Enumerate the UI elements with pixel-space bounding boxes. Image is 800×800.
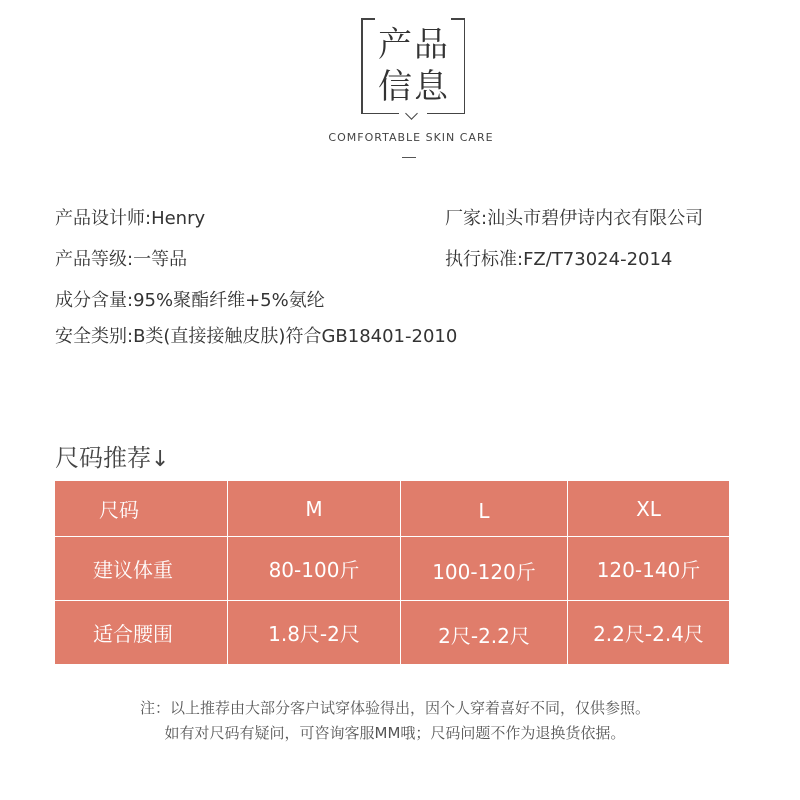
table-cell: 120-140斤 [568, 537, 730, 601]
note-line-1: 注：以上推荐由大部分客户试穿体验得出，因个人穿着喜好不同，仅供参照。 [139, 699, 650, 717]
page-title-line2: 信息 [378, 67, 450, 107]
table-cell: 100-120斤 [401, 537, 568, 601]
row-label: 建议体重 [55, 537, 228, 601]
arrow-down-icon: ↓ [151, 447, 170, 472]
note-line-2: 如有对尺码有疑问，可咨询客服MM哦；尺码问题不作为退换货依据。 [164, 724, 626, 742]
table-header-row [55, 481, 730, 537]
page-subtitle: COMFORTABLE SKIN CARE [328, 131, 494, 144]
column-header: M [228, 481, 401, 537]
table-cell: 80-100斤 [228, 537, 401, 601]
page-title-line1: 产品 [378, 25, 450, 65]
size-section-heading [55, 446, 169, 471]
table-cell: 2尺-2.2尺 [401, 601, 568, 665]
composition-info: 成分含量:95%聚酯纤维+5%氨纶 [55, 290, 325, 311]
size-table [54, 480, 730, 665]
table-cell: 2.2尺-2.4尺 [568, 601, 730, 665]
column-header: XL [568, 481, 730, 537]
table-row [55, 537, 730, 601]
column-header: L [401, 481, 568, 537]
divider [402, 157, 416, 158]
safety-info: 安全类别:B类(直接接触皮肤)符合GB18401-2010 [55, 326, 458, 347]
manufacturer-info: 厂家:汕头市碧伊诗内衣有限公司 [445, 208, 704, 229]
designer-info: 产品设计师:Henry [55, 208, 206, 229]
standard-info: 执行标准:FZ/T73024-2014 [445, 249, 673, 270]
table-cell: 1.8尺-2尺 [228, 601, 401, 665]
grade-info: 产品等级:一等品 [55, 249, 188, 270]
size-heading-text: 尺码推荐 [55, 444, 151, 472]
row-label: 适合腰围 [55, 601, 228, 665]
column-header: 尺码 [55, 481, 228, 537]
table-row [55, 601, 730, 665]
chevron-down-icon [405, 107, 418, 120]
